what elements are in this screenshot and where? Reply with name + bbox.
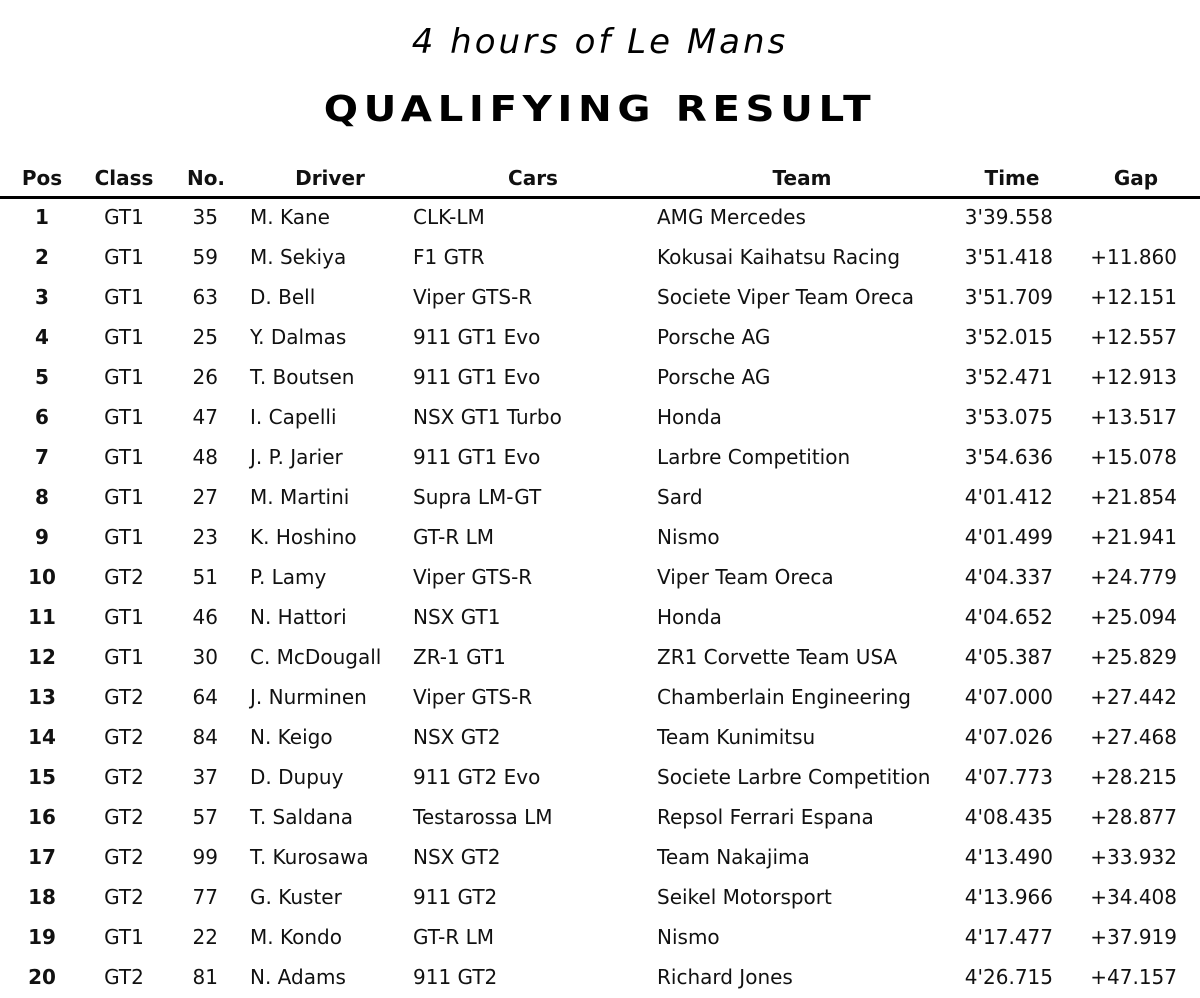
- cell-gap: +33.932: [1090, 845, 1177, 869]
- cell-time: 4'13.966: [964, 885, 1053, 909]
- cell-pos: 12: [28, 645, 56, 669]
- cell-team: Larbre Competition: [657, 445, 851, 469]
- cell-team: Repsol Ferrari Espana: [657, 805, 874, 829]
- header-cars: Cars: [508, 166, 558, 190]
- cell-time: 3'52.015: [964, 325, 1053, 349]
- cell-pos: 13: [28, 685, 56, 709]
- cell-gap: +12.913: [1090, 365, 1177, 389]
- cell-no: 63: [192, 285, 218, 309]
- cell-driver: K. Hoshino: [250, 525, 357, 549]
- cell-pos: 17: [28, 845, 56, 869]
- cell-driver: N. Keigo: [250, 725, 333, 749]
- cell-car: GT-R LM: [413, 925, 495, 949]
- cell-pos: 5: [35, 365, 49, 389]
- cell-gap: +27.442: [1090, 685, 1177, 709]
- cell-no: 99: [192, 845, 218, 869]
- cell-no: 48: [192, 445, 218, 469]
- cell-car: Viper GTS-R: [413, 285, 533, 309]
- cell-no: 37: [192, 765, 218, 789]
- cell-class: GT1: [104, 525, 144, 549]
- table-row: [0, 318, 1200, 358]
- cell-car: 911 GT1 Evo: [413, 325, 541, 349]
- cell-time: 4'07.026: [964, 725, 1053, 749]
- table-header: [0, 160, 1200, 199]
- cell-driver: M. Sekiya: [250, 245, 347, 269]
- cell-car: Testarossa LM: [413, 805, 553, 829]
- cell-team: Sard: [657, 485, 703, 509]
- cell-time: 4'07.773: [964, 765, 1053, 789]
- table-row: [0, 598, 1200, 638]
- cell-gap: +11.860: [1090, 245, 1177, 269]
- cell-class: GT1: [104, 645, 144, 669]
- cell-team: Kokusai Kaihatsu Racing: [657, 245, 901, 269]
- table-row: [0, 518, 1200, 558]
- header-class: Class: [94, 166, 154, 190]
- cell-class: GT1: [104, 925, 144, 949]
- cell-car: F1 GTR: [413, 245, 485, 269]
- cell-class: GT2: [104, 885, 144, 909]
- cell-pos: 11: [28, 605, 56, 629]
- cell-gap: +27.468: [1090, 725, 1177, 749]
- cell-driver: M. Kondo: [250, 925, 342, 949]
- cell-gap: +25.829: [1090, 645, 1177, 669]
- cell-car: ZR-1 GT1: [413, 645, 506, 669]
- cell-team: Team Kunimitsu: [657, 725, 816, 749]
- table-row: [0, 238, 1200, 278]
- cell-driver: D. Dupuy: [250, 765, 344, 789]
- cell-time: 3'39.558: [964, 205, 1053, 229]
- table-row: [0, 358, 1200, 398]
- cell-pos: 4: [35, 325, 49, 349]
- cell-time: 4'13.490: [964, 845, 1053, 869]
- cell-no: 35: [192, 205, 218, 229]
- table-row: [0, 798, 1200, 838]
- cell-gap: +37.919: [1090, 925, 1177, 949]
- cell-no: 23: [192, 525, 218, 549]
- cell-team: Seikel Motorsport: [657, 885, 832, 909]
- cell-time: 3'54.636: [964, 445, 1053, 469]
- cell-class: GT2: [104, 765, 144, 789]
- cell-car: GT-R LM: [413, 525, 495, 549]
- header-gap: Gap: [1113, 166, 1159, 190]
- cell-class: GT1: [104, 365, 144, 389]
- cell-time: 4'04.652: [964, 605, 1053, 629]
- table-row: [0, 838, 1200, 878]
- cell-driver: M. Kane: [250, 205, 330, 229]
- cell-car: 911 GT1 Evo: [413, 445, 541, 469]
- cell-class: GT1: [104, 605, 144, 629]
- cell-pos: 20: [28, 965, 56, 989]
- cell-car: NSX GT1: [413, 605, 501, 629]
- table-row: [0, 878, 1200, 918]
- cell-no: 22: [192, 925, 218, 949]
- event-title: 4 hours of Le Mans: [411, 22, 789, 62]
- cell-time: 3'53.075: [964, 405, 1053, 429]
- cell-team: Team Nakajima: [657, 845, 810, 869]
- cell-time: 4'26.715: [964, 965, 1053, 989]
- cell-time: 4'17.477: [964, 925, 1053, 949]
- cell-gap: +12.151: [1090, 285, 1177, 309]
- table-row: [0, 278, 1200, 318]
- table-row: [0, 558, 1200, 598]
- cell-pos: 18: [28, 885, 56, 909]
- cell-team: Chamberlain Engineering: [657, 685, 912, 709]
- cell-gap: +25.094: [1090, 605, 1177, 629]
- cell-time: 4'01.499: [964, 525, 1053, 549]
- cell-driver: D. Bell: [250, 285, 316, 309]
- cell-car: NSX GT2: [413, 845, 501, 869]
- cell-time: 4'01.412: [964, 485, 1053, 509]
- cell-driver: M. Martini: [250, 485, 350, 509]
- cell-driver: I. Capelli: [250, 405, 337, 429]
- cell-class: GT2: [104, 685, 144, 709]
- cell-team: Richard Jones: [657, 965, 793, 989]
- cell-car: 911 GT2: [413, 885, 498, 909]
- cell-time: 4'04.337: [964, 565, 1053, 589]
- table-row: [0, 398, 1200, 438]
- cell-pos: 14: [28, 725, 56, 749]
- cell-team: Honda: [657, 405, 722, 429]
- cell-gap: +24.779: [1090, 565, 1177, 589]
- cell-driver: P. Lamy: [250, 565, 327, 589]
- table-row: [0, 478, 1200, 518]
- cell-pos: 8: [35, 485, 49, 509]
- cell-gap: +21.854: [1090, 485, 1177, 509]
- cell-team: Porsche AG: [657, 325, 771, 349]
- cell-class: GT2: [104, 845, 144, 869]
- header-time: Time: [984, 166, 1040, 190]
- cell-pos: 19: [28, 925, 56, 949]
- results-table-body: [0, 198, 1200, 998]
- cell-car: 911 GT2 Evo: [413, 765, 541, 789]
- cell-time: 4'05.387: [964, 645, 1053, 669]
- cell-driver: Y. Dalmas: [250, 325, 347, 349]
- cell-class: GT2: [104, 725, 144, 749]
- cell-team: Societe Viper Team Oreca: [657, 285, 914, 309]
- header-pos: Pos: [21, 166, 63, 190]
- cell-class: GT2: [104, 805, 144, 829]
- cell-no: 84: [192, 725, 218, 749]
- cell-no: 81: [192, 965, 218, 989]
- cell-pos: 7: [35, 445, 49, 469]
- table-row: [0, 438, 1200, 478]
- cell-no: 51: [192, 565, 218, 589]
- cell-gap: +34.408: [1090, 885, 1177, 909]
- cell-no: 64: [192, 685, 218, 709]
- cell-car: NSX GT1 Turbo: [413, 405, 562, 429]
- cell-driver: J. P. Jarier: [250, 445, 343, 469]
- cell-driver: J. Nurminen: [250, 685, 367, 709]
- cell-team: Viper Team Oreca: [657, 565, 834, 589]
- cell-class: GT1: [104, 245, 144, 269]
- cell-gap: +28.877: [1090, 805, 1177, 829]
- cell-no: 77: [192, 885, 218, 909]
- cell-class: GT1: [104, 205, 144, 229]
- cell-gap: +21.941: [1090, 525, 1177, 549]
- cell-pos: 10: [28, 565, 56, 589]
- cell-pos: 1: [35, 205, 49, 229]
- table-row: [0, 758, 1200, 798]
- cell-no: 26: [192, 365, 218, 389]
- cell-gap: +13.517: [1090, 405, 1177, 429]
- cell-class: GT1: [104, 325, 144, 349]
- page-title: QUALIFYING RESULT: [323, 89, 877, 130]
- cell-no: 59: [192, 245, 218, 269]
- cell-driver: T. Saldana: [250, 805, 353, 829]
- table-row: [0, 958, 1200, 998]
- cell-time: 3'52.471: [964, 365, 1053, 389]
- cell-no: 25: [192, 325, 218, 349]
- cell-class: GT1: [104, 405, 144, 429]
- cell-car: CLK-LM: [413, 205, 485, 229]
- cell-team: Nismo: [657, 525, 720, 549]
- cell-driver: C. McDougall: [250, 645, 382, 669]
- cell-car: Viper GTS-R: [413, 565, 533, 589]
- cell-team: Nismo: [657, 925, 720, 949]
- cell-time: 4'07.000: [964, 685, 1053, 709]
- cell-no: 47: [192, 405, 218, 429]
- header-team: Team: [772, 166, 832, 190]
- cell-no: 46: [192, 605, 218, 629]
- cell-no: 57: [192, 805, 218, 829]
- cell-gap: +47.157: [1090, 965, 1177, 989]
- cell-car: 911 GT2: [413, 965, 498, 989]
- cell-team: AMG Mercedes: [657, 205, 806, 229]
- table-row: [0, 198, 1200, 238]
- cell-class: GT1: [104, 485, 144, 509]
- cell-class: GT2: [104, 965, 144, 989]
- cell-car: Viper GTS-R: [413, 685, 533, 709]
- cell-pos: 9: [35, 525, 49, 549]
- cell-team: Honda: [657, 605, 722, 629]
- cell-driver: N. Adams: [250, 965, 346, 989]
- header-driver: Driver: [295, 166, 365, 190]
- cell-car: NSX GT2: [413, 725, 501, 749]
- cell-class: GT1: [104, 285, 144, 309]
- table-row: [0, 918, 1200, 958]
- table-row: [0, 718, 1200, 758]
- cell-time: 4'08.435: [964, 805, 1053, 829]
- cell-time: 3'51.709: [964, 285, 1053, 309]
- cell-class: GT1: [104, 445, 144, 469]
- cell-driver: T. Boutsen: [250, 365, 355, 389]
- cell-no: 27: [192, 485, 218, 509]
- cell-driver: G. Kuster: [250, 885, 342, 909]
- cell-car: Supra LM-GT: [413, 485, 542, 509]
- cell-team: Porsche AG: [657, 365, 771, 389]
- cell-team: ZR1 Corvette Team USA: [657, 645, 898, 669]
- cell-gap: +12.557: [1090, 325, 1177, 349]
- cell-pos: 3: [35, 285, 49, 309]
- header-no: No.: [186, 166, 226, 190]
- cell-pos: 2: [35, 245, 49, 269]
- table-row: [0, 678, 1200, 718]
- cell-driver: N. Hattori: [250, 605, 347, 629]
- cell-pos: 16: [28, 805, 56, 829]
- cell-time: 3'51.418: [964, 245, 1053, 269]
- cell-team: Societe Larbre Competition: [657, 765, 931, 789]
- cell-driver: T. Kurosawa: [250, 845, 369, 869]
- cell-class: GT2: [104, 565, 144, 589]
- table-row: [0, 638, 1200, 678]
- cell-gap: +15.078: [1090, 445, 1177, 469]
- cell-pos: 6: [35, 405, 49, 429]
- cell-no: 30: [192, 645, 218, 669]
- cell-car: 911 GT1 Evo: [413, 365, 541, 389]
- cell-gap: +28.215: [1090, 765, 1177, 789]
- cell-pos: 15: [28, 765, 56, 789]
